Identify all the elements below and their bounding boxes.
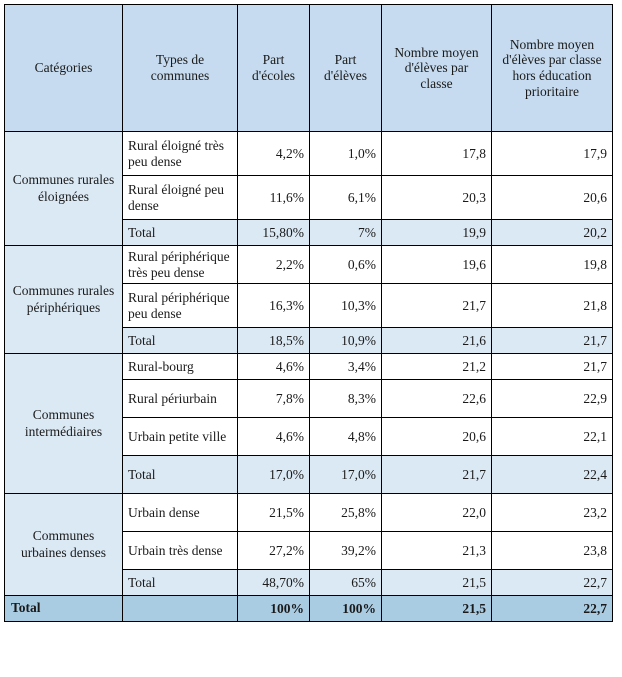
part-ecoles-cell: 15,80% xyxy=(238,220,310,246)
type-cell: Rural périurbain xyxy=(123,380,238,418)
part-eleves-cell: 10,3% xyxy=(310,284,382,328)
part-ecoles-cell: 11,6% xyxy=(238,176,310,220)
category-cell: Communes rurales éloignées xyxy=(5,132,123,246)
part-eleves-cell: 39,2% xyxy=(310,532,382,570)
part-ecoles-cell: 4,2% xyxy=(238,132,310,176)
grand-total-moy-hors-ep: 22,7 xyxy=(492,596,613,622)
table-row xyxy=(5,132,613,176)
type-cell: Total xyxy=(123,328,238,354)
type-cell: Total xyxy=(123,456,238,494)
category-cell: Communes intermédiaires xyxy=(5,354,123,494)
moy-hors-ep-cell: 22,1 xyxy=(492,418,613,456)
part-eleves-cell: 3,4% xyxy=(310,354,382,380)
moy-classe-cell: 21,6 xyxy=(382,328,492,354)
header-categories: Catégories xyxy=(5,5,123,132)
grand-total-part-ecoles: 100% xyxy=(238,596,310,622)
moy-classe-cell: 20,6 xyxy=(382,418,492,456)
moy-classe-cell: 19,9 xyxy=(382,220,492,246)
moy-classe-cell: 17,8 xyxy=(382,132,492,176)
header-moyenne-hors-ep: Nombre moyen d'élèves par classe hors éducation prioritaire xyxy=(492,5,613,132)
moy-classe-cell: 21,5 xyxy=(382,570,492,596)
moy-hors-ep-cell: 22,7 xyxy=(492,570,613,596)
moy-classe-cell: 21,7 xyxy=(382,456,492,494)
part-ecoles-cell: 7,8% xyxy=(238,380,310,418)
type-cell: Rural périphérique peu dense xyxy=(123,284,238,328)
moy-hors-ep-cell: 19,8 xyxy=(492,246,613,284)
part-ecoles-cell: 18,5% xyxy=(238,328,310,354)
type-cell: Urbain petite ville xyxy=(123,418,238,456)
grand-total-part-eleves: 100% xyxy=(310,596,382,622)
moy-hors-ep-cell: 22,9 xyxy=(492,380,613,418)
moy-classe-cell: 21,7 xyxy=(382,284,492,328)
table-row xyxy=(5,354,613,380)
part-ecoles-cell: 16,3% xyxy=(238,284,310,328)
type-cell: Rural éloigné très peu dense xyxy=(123,132,238,176)
part-ecoles-cell: 4,6% xyxy=(238,354,310,380)
part-ecoles-cell: 48,70% xyxy=(238,570,310,596)
type-cell: Total xyxy=(123,570,238,596)
type-cell: Rural-bourg xyxy=(123,354,238,380)
part-eleves-cell: 65% xyxy=(310,570,382,596)
moy-classe-cell: 20,3 xyxy=(382,176,492,220)
moy-hors-ep-cell: 20,2 xyxy=(492,220,613,246)
type-cell: Rural éloigné peu dense xyxy=(123,176,238,220)
moy-classe-cell: 19,6 xyxy=(382,246,492,284)
header-part-ecoles: Part d'écoles xyxy=(238,5,310,132)
part-eleves-cell: 7% xyxy=(310,220,382,246)
moy-classe-cell: 21,2 xyxy=(382,354,492,380)
type-cell: Urbain très dense xyxy=(123,532,238,570)
part-ecoles-cell: 2,2% xyxy=(238,246,310,284)
moy-hors-ep-cell: 17,9 xyxy=(492,132,613,176)
table-body xyxy=(5,132,613,622)
stats-table xyxy=(4,4,613,622)
moy-hors-ep-cell: 22,4 xyxy=(492,456,613,494)
type-cell: Total xyxy=(123,220,238,246)
moy-hors-ep-cell: 23,8 xyxy=(492,532,613,570)
header-part-eleves: Part d'élèves xyxy=(310,5,382,132)
part-ecoles-cell: 27,2% xyxy=(238,532,310,570)
grand-total-moy-classe: 21,5 xyxy=(382,596,492,622)
moy-hors-ep-cell: 23,2 xyxy=(492,494,613,532)
part-ecoles-cell: 21,5% xyxy=(238,494,310,532)
type-cell: Rural périphérique très peu dense xyxy=(123,246,238,284)
moy-hors-ep-cell: 21,7 xyxy=(492,354,613,380)
part-eleves-cell: 1,0% xyxy=(310,132,382,176)
category-cell: Communes urbaines denses xyxy=(5,494,123,596)
grand-total-label: Total xyxy=(5,596,123,622)
category-cell: Communes rurales périphériques xyxy=(5,246,123,354)
moy-hors-ep-cell: 21,8 xyxy=(492,284,613,328)
header-types-communes: Types de communes xyxy=(123,5,238,132)
table-row xyxy=(5,494,613,532)
moy-hors-ep-cell: 21,7 xyxy=(492,328,613,354)
part-ecoles-cell: 4,6% xyxy=(238,418,310,456)
table-row xyxy=(5,246,613,284)
part-eleves-cell: 25,8% xyxy=(310,494,382,532)
header-row xyxy=(5,5,613,132)
grand-total-type xyxy=(123,596,238,622)
moy-classe-cell: 21,3 xyxy=(382,532,492,570)
table-grand-total-row xyxy=(5,596,613,622)
header-moyenne-classe: Nombre moyen d'élèves par classe xyxy=(382,5,492,132)
moy-classe-cell: 22,6 xyxy=(382,380,492,418)
moy-classe-cell: 22,0 xyxy=(382,494,492,532)
part-eleves-cell: 8,3% xyxy=(310,380,382,418)
table-header xyxy=(5,5,613,132)
part-eleves-cell: 0,6% xyxy=(310,246,382,284)
table-sheet xyxy=(0,4,622,677)
part-eleves-cell: 4,8% xyxy=(310,418,382,456)
part-eleves-cell: 6,1% xyxy=(310,176,382,220)
type-cell: Urbain dense xyxy=(123,494,238,532)
moy-hors-ep-cell: 20,6 xyxy=(492,176,613,220)
part-eleves-cell: 17,0% xyxy=(310,456,382,494)
part-ecoles-cell: 17,0% xyxy=(238,456,310,494)
part-eleves-cell: 10,9% xyxy=(310,328,382,354)
